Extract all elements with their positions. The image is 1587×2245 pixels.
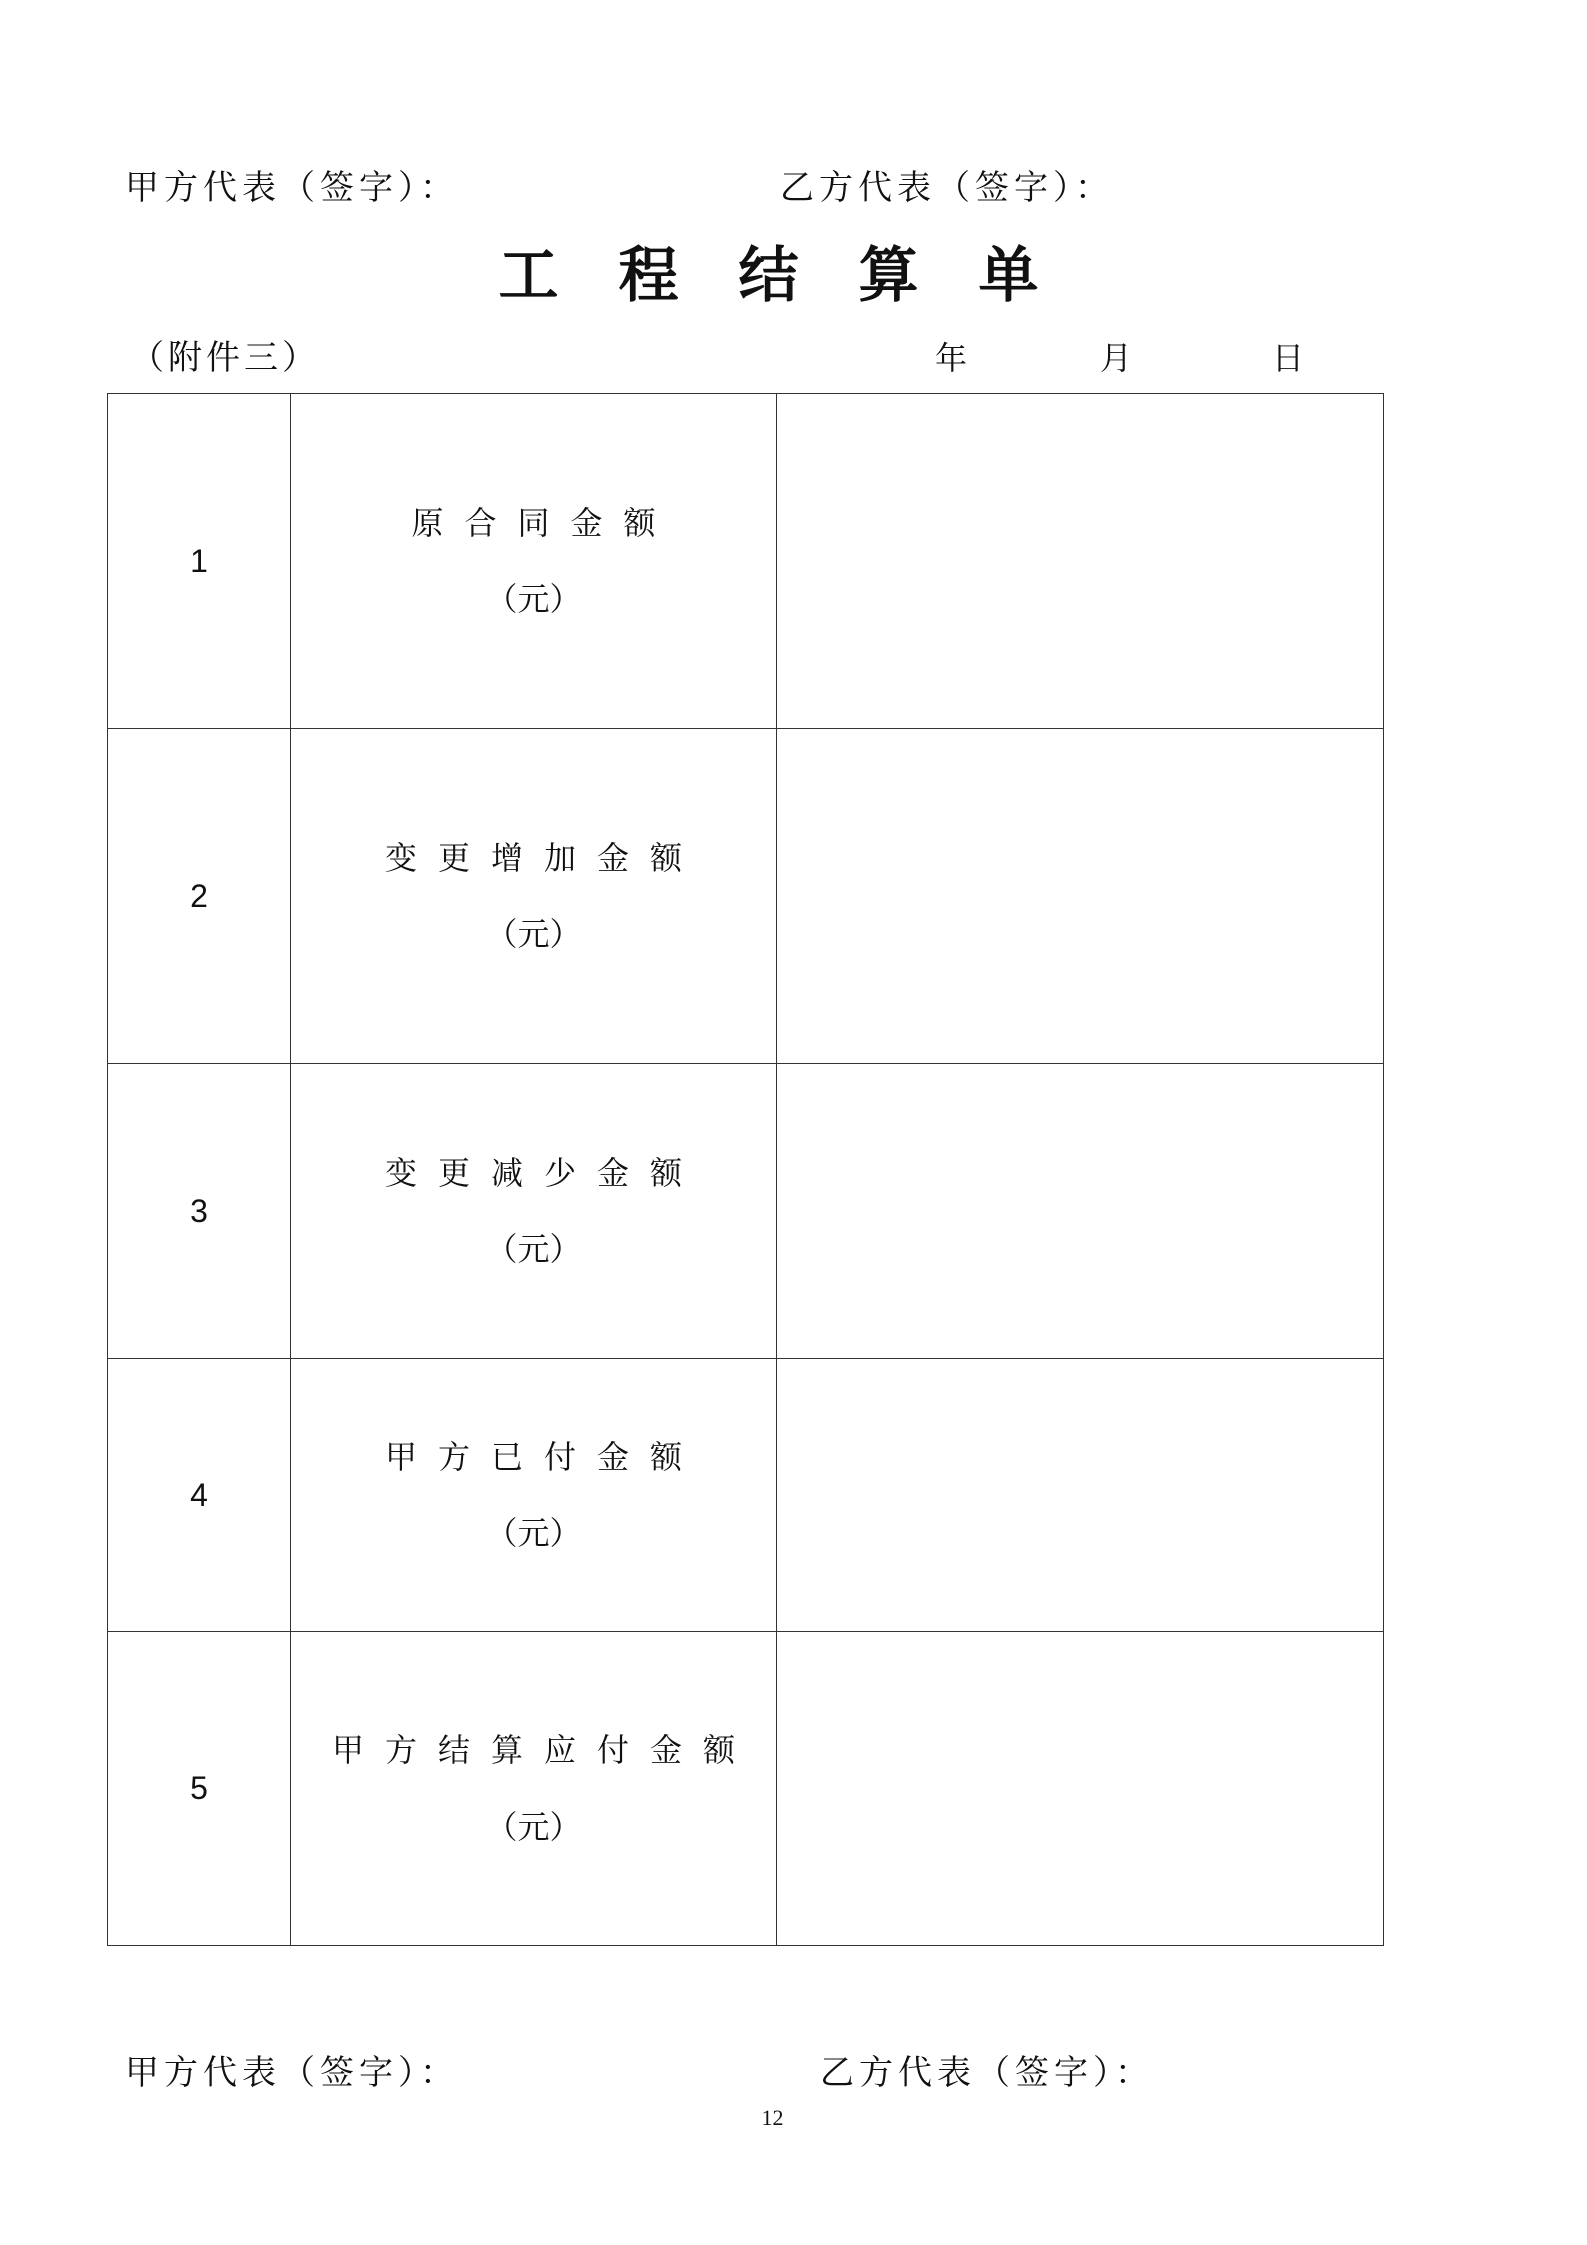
item-name: 原合同金额 xyxy=(411,503,677,542)
item-unit: （元） xyxy=(485,915,582,953)
item-cell xyxy=(291,394,777,729)
date-year-label: 年 xyxy=(935,339,968,377)
item-unit: （元） xyxy=(485,580,582,618)
item-unit: （元） xyxy=(485,1230,582,1268)
amount-cell[interactable] xyxy=(777,1064,1384,1359)
table-row xyxy=(108,729,1384,1064)
page-number: 12 xyxy=(761,2105,784,2130)
item-cell xyxy=(291,1359,777,1632)
row-number: 1 xyxy=(108,394,291,729)
item-unit: （元） xyxy=(485,1514,582,1552)
settlement-table xyxy=(107,393,1384,1946)
table-row xyxy=(108,1632,1384,1946)
table-row xyxy=(108,394,1384,729)
item-cell xyxy=(291,729,777,1064)
row-number: 2 xyxy=(108,729,291,1064)
document-title: 工程结算单 xyxy=(498,241,1099,311)
table-row xyxy=(108,1064,1384,1359)
row-number: 3 xyxy=(108,1064,291,1359)
date-day-label: 日 xyxy=(1272,339,1305,377)
row-number: 5 xyxy=(108,1632,291,1946)
table-row xyxy=(108,1359,1384,1632)
item-cell xyxy=(291,1632,777,1946)
amount-cell[interactable] xyxy=(777,729,1384,1064)
item-unit: （元） xyxy=(485,1807,582,1846)
party-b-signature-label-top: 乙方代表（签字）： xyxy=(780,168,1114,208)
item-name: 甲方已付金额 xyxy=(384,1437,703,1476)
amount-cell[interactable] xyxy=(777,1632,1384,1946)
item-cell xyxy=(291,1064,777,1359)
party-b-signature-label-bottom: 乙方代表（签字）： xyxy=(820,2053,1154,2093)
attachment-label: （附件三） xyxy=(130,338,320,378)
row-number: 4 xyxy=(108,1359,291,1632)
item-name: 甲方结算应付金额 xyxy=(331,1731,756,1770)
party-a-signature-label-bottom: 甲方代表（签字）： xyxy=(125,2053,459,2093)
item-name: 变更减少金额 xyxy=(384,1153,703,1192)
item-name: 变更增加金额 xyxy=(384,838,703,877)
amount-cell[interactable] xyxy=(777,1359,1384,1632)
date-month-label: 月 xyxy=(1100,339,1133,377)
party-a-signature-label-top: 甲方代表（签字）： xyxy=(125,168,459,208)
amount-cell[interactable] xyxy=(777,394,1384,729)
